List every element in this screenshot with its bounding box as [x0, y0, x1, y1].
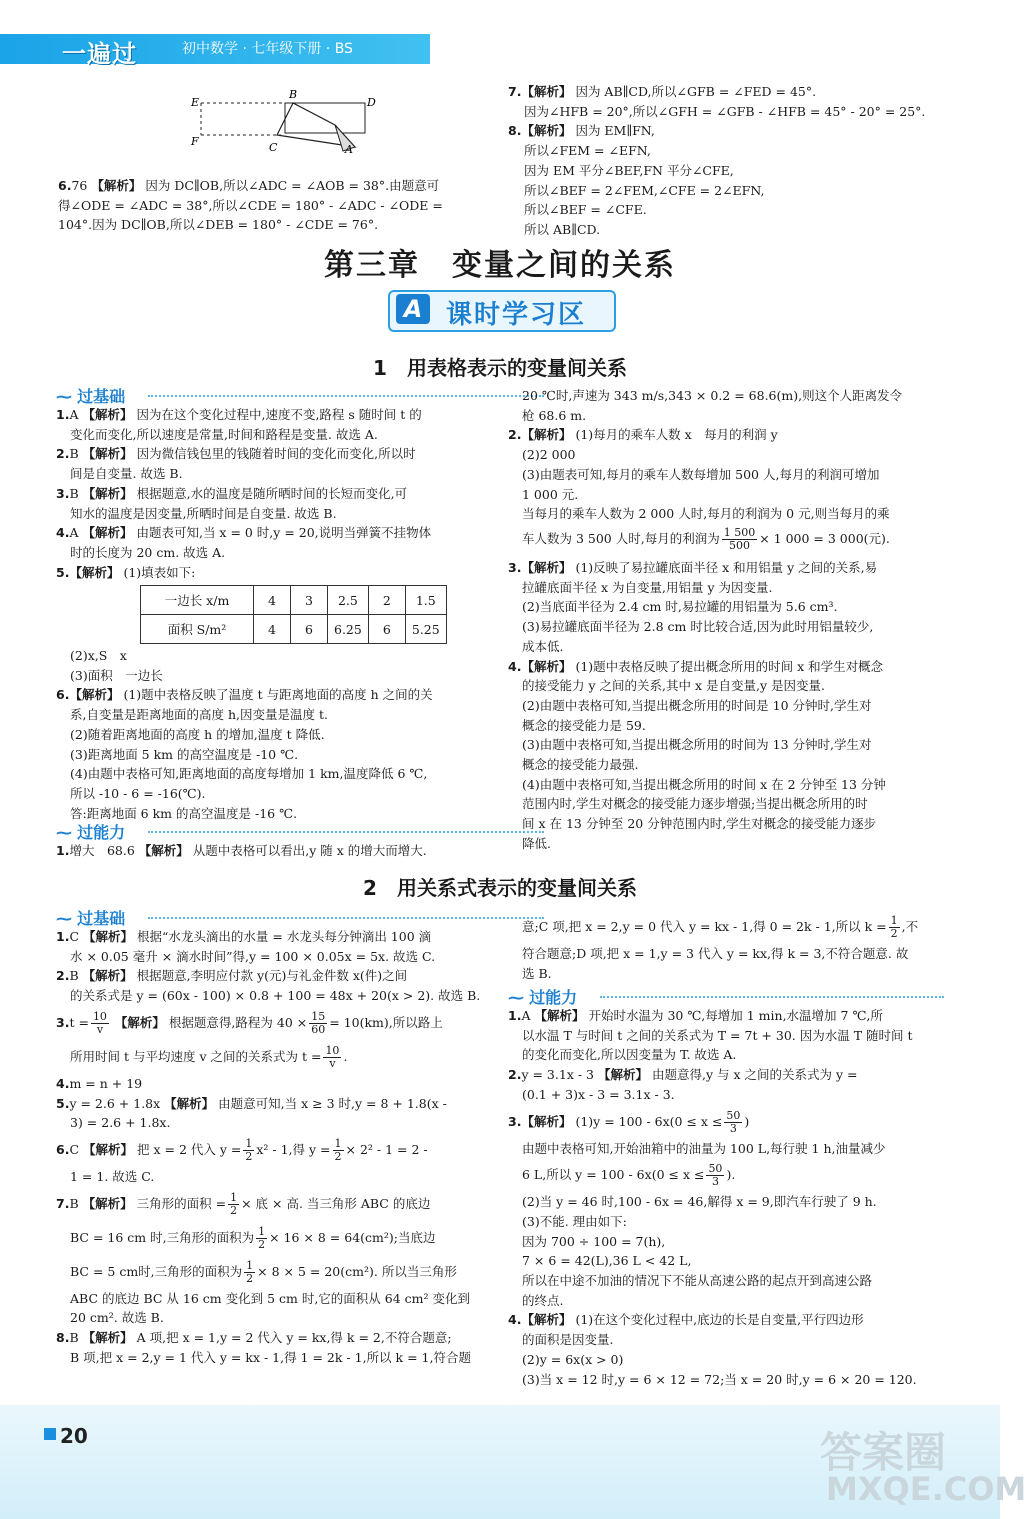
wave-icon: ⁓	[56, 387, 72, 406]
s2-left-block	[56, 927, 498, 1367]
label-a: A	[345, 143, 353, 156]
answer-line: BC = 16 cm 时,三角形的面积为 $\frac{1}{2}$ × 16 × 8 = 64(cm²);当底边	[70, 1224, 436, 1251]
fraction: $\frac{1}{2}$	[258, 1224, 266, 1251]
label-c: C	[269, 141, 278, 154]
subhead-basic-2	[56, 906, 496, 929]
subhead-divider	[148, 831, 544, 833]
answer-line: 因为∠HFB = 20°,所以∠GFH = ∠GFB - ∠HFB = 45° - 20° = 25°.	[524, 103, 926, 119]
subhead-divider	[600, 996, 944, 998]
answer-line: 由题中表格可知,开始油箱中的油量为 100 L,每行驶 1 h,油量减少	[522, 1140, 886, 1156]
answer-line: 的变化而变化,所以因变量为 T. 故选 A.	[522, 1047, 737, 1063]
label-b: B	[289, 88, 298, 101]
answer-line: (2)x,S x	[70, 648, 127, 663]
fraction: $\frac{50}{3}$	[726, 1108, 741, 1135]
s1-left-block-b	[56, 646, 498, 823]
answer-line: (0.1 + 3)x - 3 = 3.1x - 3.	[522, 1086, 675, 1102]
rect-shape	[285, 103, 365, 133]
answer-line: 的关系式是 y = (60x - 100) × 0.8 + 100 = 48x + 20(x > 2). 故选 B.	[70, 988, 481, 1004]
wave-icon: ⁓	[56, 823, 72, 842]
table-row	[141, 586, 447, 615]
answer-line: 枪 68.6 m.	[522, 407, 587, 423]
section-title-2: 2 用关系式表示的变量间关系	[363, 876, 637, 900]
fraction: $\frac{10}{v}$	[325, 1043, 340, 1070]
answer-line: (4)由题中表格可知,当提出概念所用的时间 x 在 2 分钟至 13 分钟	[522, 776, 886, 792]
answer-line: 水 × 0.05 毫升 × 滴水时间”得,y = 100 × 0.05x = 5x. 故选 C.	[70, 948, 436, 964]
answer-line: 1 = 1. 故选 C.	[70, 1168, 155, 1184]
section-title-1: 1 用表格表示的变量间关系	[373, 356, 627, 380]
table-cell: 3	[291, 586, 328, 615]
answer-line: 所以 AB∥CD.	[524, 221, 601, 237]
answer-line: 因为 EM 平分∠BEF,FN 平分∠CFE,	[524, 162, 734, 178]
wave-icon: ⁓	[508, 988, 524, 1007]
answer-line: ABC 的底边 BC 从 16 cm 变化到 5 cm 时,它的面积从 64 cm² 变化到	[70, 1290, 470, 1306]
table-cell: 4	[254, 615, 291, 644]
answer-line: 当每月的乘车人数为 2 000 人时,每月的利润为 0 元,则当每月的乘	[522, 506, 890, 522]
answer-line: 概念的接受能力最强.	[522, 757, 639, 773]
answer-line: 1 000 元.	[522, 486, 579, 502]
geometry-figure	[185, 85, 385, 165]
answer-line: 系,自变量是距离地面的高度 h,因变量是温度 t.	[70, 707, 328, 723]
fraction: $\frac{1}{2}$	[230, 1190, 238, 1217]
top-right-block	[508, 82, 958, 240]
fraction: $\frac{15}{60}$	[311, 1009, 326, 1036]
answer-line: 知水的温度是因变量,所晒时间是自变量. 故选 B.	[70, 505, 337, 521]
answer-line: 的接受能力 y 之间的关系,其中 x 是自变量,y 是因变量.	[522, 678, 825, 694]
fraction: $\frac{50}{3}$	[708, 1162, 723, 1189]
watermark-url: MXQE.COM	[826, 1470, 1026, 1508]
watermark-logo: 答案圈	[820, 1428, 947, 1477]
fill-table	[140, 585, 447, 644]
answer-line: 答:距离地面 6 km 的高空温度是 -16 ℃.	[70, 805, 298, 821]
zone-label: 课时学习区	[446, 300, 587, 330]
answer-line: 6.【解析】 (1)题中表格反映了温度 t 与距离地面的高度 h 之间的关	[56, 687, 433, 703]
answer-line: 3) = 2.6 + 1.8x.	[70, 1115, 171, 1131]
answer-line: (2)随着距离地面的高度 h 的增加,温度 t 降低.	[70, 726, 325, 742]
subhead-ability-2	[508, 985, 954, 1008]
answer-line: 的面积是因变量.	[522, 1332, 614, 1348]
s2-right-block-b	[508, 1006, 954, 1389]
answer-line: 所用时间 t 与平均速度 v 之间的关系式为 t = $\frac{10}{v}$ .	[70, 1043, 348, 1070]
answer-line: (2)y = 6x(x > 0)	[522, 1351, 624, 1367]
answer-line: (4)由题中表格可知,距离地面的高度每增加 1 km,温度降低 6 ℃,	[70, 766, 428, 782]
answer-line: 变化而变化,所以速度是常量,时间和路程是变量. 故选 A.	[70, 426, 378, 442]
table-cell: 面积 S/m²	[141, 615, 254, 644]
answer-line: 1.C 【解析】 根据“水龙头滴出的水量 = 水龙头每分钟滴出 100 滴	[56, 929, 432, 944]
table-row	[141, 615, 447, 644]
s1-left-block-c	[56, 841, 498, 861]
s2-right-block	[508, 910, 954, 983]
answer-line: 1.A 【解析】 开始时水温为 30 ℃,每增加 1 min,水温增加 7 ℃,所	[508, 1008, 883, 1023]
answer-line: 拉罐底面半径 x 为自变量,用铝量 y 为因变量.	[522, 579, 773, 595]
label-f: F	[191, 135, 199, 148]
answer-line: 6.C 【解析】 把 x = 2 代入 y = $\frac{1}{2}$ x² - 1,得 y = $\frac{1}{2}$ × 2² - 1 = 2 -	[56, 1136, 428, 1163]
subhead-label: 过能力	[77, 823, 126, 842]
answer-line: 5.【解析】 (1)填表如下:	[56, 564, 196, 580]
top-left-block	[58, 176, 498, 235]
answer-line: (3)面积 一边长	[70, 667, 163, 683]
answer-line: 意;C 项,把 x = 2,y = 0 代入 y = kx - 1,得 0 = 2k - 1,所以 k = $\frac{1}{2}$ ,不	[522, 914, 919, 940]
table-cell: 6	[368, 615, 405, 644]
fraction: $\frac{1}{2}$	[245, 1136, 253, 1163]
answer-line: (2)2 000	[522, 447, 576, 463]
table-cell: 一边长 x/m	[141, 586, 254, 615]
answer-line: 7 × 6 = 42(L),36 L < 42 L,	[522, 1253, 692, 1269]
chapter-title: 第三章 变量之间的关系	[324, 248, 676, 283]
answer-line: (3)当 x = 12 时,y = 6 × 12 = 72;当 x = 20 时,y = 6 × 20 = 120.	[522, 1371, 917, 1387]
answer-line: (3)由题表可知,每月的乘车人数每增加 500 人,每月的利润可增加	[522, 466, 880, 482]
fraction: $\frac{1}{2}$	[246, 1258, 254, 1285]
label-d: D	[367, 96, 376, 109]
subhead-label: 过能力	[529, 988, 578, 1007]
page-marker-icon	[44, 1428, 56, 1440]
subhead-divider	[148, 395, 544, 397]
answer-line: 以水温 T 与时间 t 之间的关系式为 T = 7t + 30. 因为水温 T 随时间 t	[522, 1027, 913, 1043]
answer-line: 所以∠BEF = ∠CFE.	[524, 202, 647, 218]
answer-line: 6 L,所以 y = 100 - 6x(0 ≤ x ≤ $\frac{50}{3}$ ).	[522, 1162, 736, 1189]
answer-line: (3)不能. 理由如下:	[522, 1213, 627, 1229]
answer-line: (2)由题中表格可知,当提出概念所用的时间是 10 分钟时,学生对	[522, 697, 872, 713]
wave-icon: ⁓	[56, 909, 72, 928]
answer-line: 4.【解析】 (1)在这个变化过程中,底边的长是自变量,平行四边形	[508, 1312, 864, 1328]
answer-line: 2.y = 3.1x - 3 【解析】 由题意得,y 与 x 之间的关系式为 y =	[508, 1067, 858, 1083]
answer-line: 2.B 【解析】 因为微信钱包里的钱随着时间的变化而变化,所以时	[56, 446, 416, 462]
answer-line: 1.A 【解析】 因为在这个变化过程中,速度不变,路程 s 随时间 t 的	[56, 407, 422, 422]
s1-right-block-b	[508, 558, 954, 854]
answer-line: 所以 -10 - 6 = -16(℃).	[70, 785, 206, 801]
table-cell: 4	[254, 586, 291, 615]
answer-line: 2.B 【解析】 根据题意,李明应付款 y(元)与礼金件数 x(件)之间	[56, 968, 408, 984]
answer-line: 1.增大 68.6 【解析】 从题中表格可以看出,y 随 x 的增大而增大.	[56, 843, 427, 858]
answer-line: 7.【解析】 因为 AB∥CD,所以∠GFB = ∠FED = 45°.	[508, 84, 817, 99]
page-number: 20	[60, 1424, 88, 1448]
answer-line: 5.y = 2.6 + 1.8x 【解析】 由题意可知,当 x ≥ 3 时,y = 8 + 1.8(x -	[56, 1095, 447, 1111]
subhead-label: 过基础	[77, 909, 126, 928]
answer-line: (2)当 y = 46 时,100 - 6x = 46,解得 x = 9,即汽车行驶了 9 h.	[522, 1194, 877, 1210]
table-cell: 2.5	[328, 586, 369, 615]
subhead-divider	[148, 917, 544, 919]
s1-right-block	[508, 386, 954, 554]
answer-line: 3.B 【解析】 根据题意,水的温度是随所晒时间的长短而变化,可	[56, 485, 408, 501]
table-cell: 6.25	[328, 615, 369, 644]
answer-line: (2)当底面半径为 2.4 cm 时,易拉罐的用铝量为 5.6 cm³.	[522, 599, 838, 615]
book-subtitle: 初中数学 · 七年级下册 · BS	[182, 41, 353, 57]
fraction: $\frac{1}{2}$	[334, 1136, 342, 1163]
answer-line: 2.【解析】 (1)每月的乘车人数 x 每月的利润 y	[508, 427, 778, 443]
answer-line: 4.【解析】 (1)题中表格反映了提出概念所用的时间 x 和学生对概念	[508, 658, 884, 674]
answer-line: 降低.	[522, 835, 551, 851]
answer-line: 间 x 在 13 分钟至 20 分钟范围内时,学生对概念的接受能力逐步	[522, 816, 877, 832]
s1-left-block	[56, 405, 498, 582]
answer-line: (3)距离地面 5 km 的高空温度是 -10 ℃.	[70, 746, 299, 762]
answer-line: 3.【解析】 (1)反映了易拉罐底面半径 x 和用铝量 y 之间的关系,易	[508, 560, 878, 575]
answer-line: 选 B.	[522, 965, 552, 981]
answer-line: 概念的接受能力是 59.	[522, 717, 646, 733]
answer-line: BC = 5 cm时,三角形的面积为 $\frac{1}{2}$ × 8 × 5 = 20(cm²). 所以当三角形	[70, 1258, 457, 1285]
answer-line: 车人数为 3 500 人时,每月的利润为 $\frac{1 500}{500}$ × 1 000 = 3 000(元).	[522, 525, 890, 552]
answer-line: 3.【解析】 (1)y = 100 - 6x(0 ≤ x ≤ $\frac{50}{3}$ )	[508, 1108, 750, 1135]
subhead-basic-1	[56, 384, 496, 407]
answer-line: 6.76 【解析】 因为 DC∥OB,所以∠ADC = ∠AOB = 38°.由题意可	[58, 178, 440, 193]
answer-line: 20 cm². 故选 B.	[70, 1310, 164, 1326]
fraction: $\frac{1}{2}$	[890, 914, 898, 940]
table-cell: 6	[291, 615, 328, 644]
answer-line: 得∠ODE = ∠ADC = 38°,所以∠CDE = 180° - ∠ADC - ∠ODE =	[58, 197, 443, 213]
subhead-label: 过基础	[77, 387, 126, 406]
table-cell: 5.25	[405, 615, 446, 644]
answer-line: (3)由题中表格可知,当提出概念所用的时间为 13 分钟时,学生对	[522, 737, 872, 753]
answer-line: 的终点.	[522, 1292, 564, 1308]
answer-line: (3)易拉罐底面半径为 2.8 cm 时比较合适,因为此时用铝量较少,	[522, 619, 874, 635]
brand-logo: 一遍过	[62, 40, 137, 68]
table-cell: 2	[368, 586, 405, 615]
fraction: $\frac{1 500}{500}$	[723, 525, 756, 552]
answer-line: B 项,把 x = 2,y = 1 代入 y = kx - 1,得 1 = 2k - 1,所以 k = 1,符合题	[70, 1349, 471, 1365]
fraction: $\frac{10}{v}$	[92, 1009, 107, 1036]
answer-line: 104°.因为 DC∥OB,所以∠DEB = 180° - ∠CDE = 76°.	[58, 217, 379, 233]
table-cell: 1.5	[405, 586, 446, 615]
label-e: E	[191, 96, 200, 109]
answer-line: 4.m = n + 19	[56, 1075, 143, 1091]
answer-line: 所以∠FEM = ∠EFN,	[524, 143, 651, 159]
answer-line: 20 ℃时,声速为 343 m/s,343 × 0.2 = 68.6(m),则这个人距离发令	[522, 388, 903, 403]
zone-badge: A	[396, 294, 430, 324]
answer-line: 8.【解析】 因为 EM∥FN,	[508, 123, 655, 139]
answer-line: 所以∠BEF = 2∠FEM,∠CFE = 2∠EFN,	[524, 182, 765, 198]
answer-line: 因为 700 ÷ 100 = 7(h),	[522, 1233, 666, 1249]
answer-line: 7.B 【解析】 三角形的面积 = $\frac{1}{2}$ × 底 × 高. 当三角形 ABC 的底边	[56, 1190, 431, 1217]
answer-line: 间是自变量. 故选 B.	[70, 466, 183, 482]
answer-line: 8.B 【解析】 A 项,把 x = 1,y = 2 代入 y = kx,得 k = 2,不符合题意;	[56, 1330, 452, 1346]
answer-line: 3.t = $\frac{10}{v}$ 【解析】 根据题意得,路程为 40 × $\frac{15}{60}$ = 10(km),所以路上	[56, 1009, 443, 1036]
answer-line: 范围内时,学生对概念的接受能力逐步增强;当提出概念所用的时	[522, 796, 868, 812]
answer-line: 所以在中途不加油的情况下不能从高速公路的起点开到高速公路	[522, 1273, 873, 1289]
answer-line: 时的长度为 20 cm. 故选 A.	[70, 544, 226, 560]
answer-line: 符合题意;D 项,把 x = 1,y = 3 代入 y = kx,得 k = 3,不符合题意. 故	[522, 946, 909, 961]
answer-line: 成本低.	[522, 638, 564, 654]
answer-line: 4.A 【解析】 由题表可知,当 x = 0 时,y = 20,说明当弹簧不挂物体	[56, 525, 432, 541]
subhead-ability-1	[56, 820, 496, 843]
